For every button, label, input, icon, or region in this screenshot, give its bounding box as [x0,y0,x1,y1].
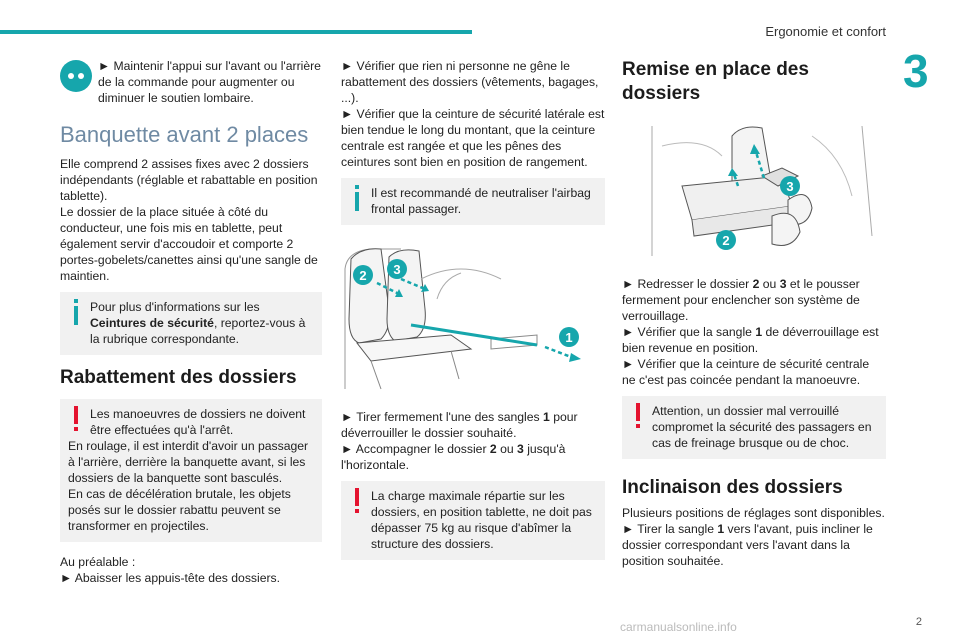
warning-icon [68,406,84,434]
column-right [622,58,886,569]
lock-warning-text: Attention, un dossier mal verrouillé compromet la sécurité des passagers en cas de freinage brusque ou de choc. [652,404,872,450]
reset-step-2-post: de déverrouillage est bien revenue en position. [622,325,879,355]
check-2: ► Vérifier que la ceinture de sécurité latérale est bien tendue le long du montant, que la ceinture centrale est rangée et que les pênes des ceintures sont bien en position de rangement. [341,107,605,169]
info-text-bold: Ceintures de sécurité [90,316,214,330]
bench-paragraph-1: Elle comprend 2 assises fixes avec 2 dossiers indépendants (réglable et rabattable en position tablette). [60,157,318,203]
reset-step-1-post: et le pousser fermement pour enclencher son système de verrouillage. [622,277,860,323]
prelim-label: Au préalable : [60,555,136,569]
load-warning-box [341,481,605,560]
fold-step-2-num-a: 2 [489,442,497,456]
callout-2-label: 2 [722,233,730,248]
reset-step-2-pre: ► Vérifier que la sangle [622,325,756,339]
reset-step-1-num-a: 2 [752,277,760,291]
reset-seat-drawing [622,116,886,266]
incline-paragraph: Plusieurs positions de réglages sont disponibles. [622,506,885,520]
reset-step-2 [622,324,886,356]
fold-step-2-or: ou [496,442,518,456]
lumbar-text: ► Maintenir l'appui sur l'avant ou l'arrière de la commande pour augmenter ou diminuer le soutien lombaire. [98,59,321,105]
warning-line-1: Les manoeuvres de dossiers ne doivent être effectuées qu'à l'arrêt. [90,407,306,437]
section-title: Ergonomie et confort [765,24,886,39]
callout-1-label: 1 [565,330,573,345]
seatbelt-info-box [60,292,322,355]
fold-illustration [341,239,605,399]
check-1: ► Vérifier que rien ni personne ne gêne le rabattement des dossiers (vêtements, bagages, ...). [341,59,599,105]
reset-step-2-num: 1 [755,325,763,339]
fold-step-1-num: 1 [543,410,550,424]
watermark: carmanualsonline.info [620,620,737,634]
lock-warning-box [622,396,886,459]
incline-step-pre: ► Tirer la sangle [622,522,718,536]
lumbar-instruction [60,58,322,106]
bench-title: Banquette avant 2 places [60,122,309,147]
warning-icon [630,403,646,431]
fold-step-2 [341,441,605,473]
reset-title: Remise en place des dossiers [622,59,809,104]
lumbar-control-icon [60,60,92,92]
chapter-number: 3 [903,45,929,97]
reset-step-1-num-b: 3 [779,277,787,291]
fold-warning-box [60,399,322,542]
fold-step-2-post: jusqu'à l'horizontale. [341,442,566,472]
incline-step-post: vers l'avant, puis incliner le dossier correspondant vers l'avant dans la position souhaitée. [622,522,873,568]
fold-seat-drawing [341,239,605,399]
reset-step-3: ► Vérifier que la ceinture de sécurité centrale ne c'est pas coincée pendant la manoeuvre. [622,357,870,387]
callout-3-label: 3 [393,262,401,277]
bench-paragraph-2: Le dossier de la place située à côté du conducteur, une fois mis en tablette, peut également servir d'accoudoir et comporte 2 portes-gobelets/canettes ainsi qu'une sangle de maintien. [60,205,318,283]
fold-step-1-post: pour déverrouiller le dossier souhaité. [341,410,578,440]
page-number: 2 [915,616,922,628]
prelim-step: ► Abaisser les appuis-tête des dossiers. [60,571,281,585]
warning-line-2: En roulage, il est interdit d'avoir un passager à l'arrière, derrière la banquette avant, si les dossiers de la banquette sont basculés. [68,439,309,485]
incline-step-num: 1 [717,522,725,536]
info-icon [349,185,365,213]
reset-illustration [622,116,886,266]
fold-title: Rabattement des dossiers [60,367,297,388]
warning-line-3: En cas de décélération brutale, les objets posés sur le dossier rabattu peuvent se transformer en projectiles. [68,487,291,533]
reset-step-1 [622,276,886,324]
callout-3-label: 3 [786,179,794,194]
column-middle [341,58,605,560]
fold-step-2-pre: ► Accompagner le dossier [341,442,490,456]
incline-title: Inclinaison des dossiers [622,477,843,498]
callout-2-label: 2 [359,268,367,283]
airbag-info-text: Il est recommandé de neutraliser l'airbag frontal passager. [371,186,591,216]
header-accent-bar [0,30,472,34]
fold-step-2-num-b: 3 [517,442,524,456]
fold-step-1 [341,409,605,441]
column-left [60,58,322,586]
reset-step-1-pre: ► Redresser le dossier [622,277,753,291]
info-icon [68,299,84,327]
info-text-pre: Pour plus d'informations sur les [90,300,260,314]
reset-step-1-or: ou [759,277,780,291]
load-warning-text: La charge maximale répartie sur les dossiers, en position tablette, ne doit pas dépasser 75 kg au risque d'abîmer la structure des dossiers. [371,489,592,551]
fold-step-1-pre: ► Tirer fermement l'une des sangles [341,410,544,424]
info-text-post: , reportez-vous à la rubrique correspondante. [90,316,306,346]
incline-step [622,521,886,569]
warning-icon [349,488,365,516]
airbag-info-box [341,178,605,225]
